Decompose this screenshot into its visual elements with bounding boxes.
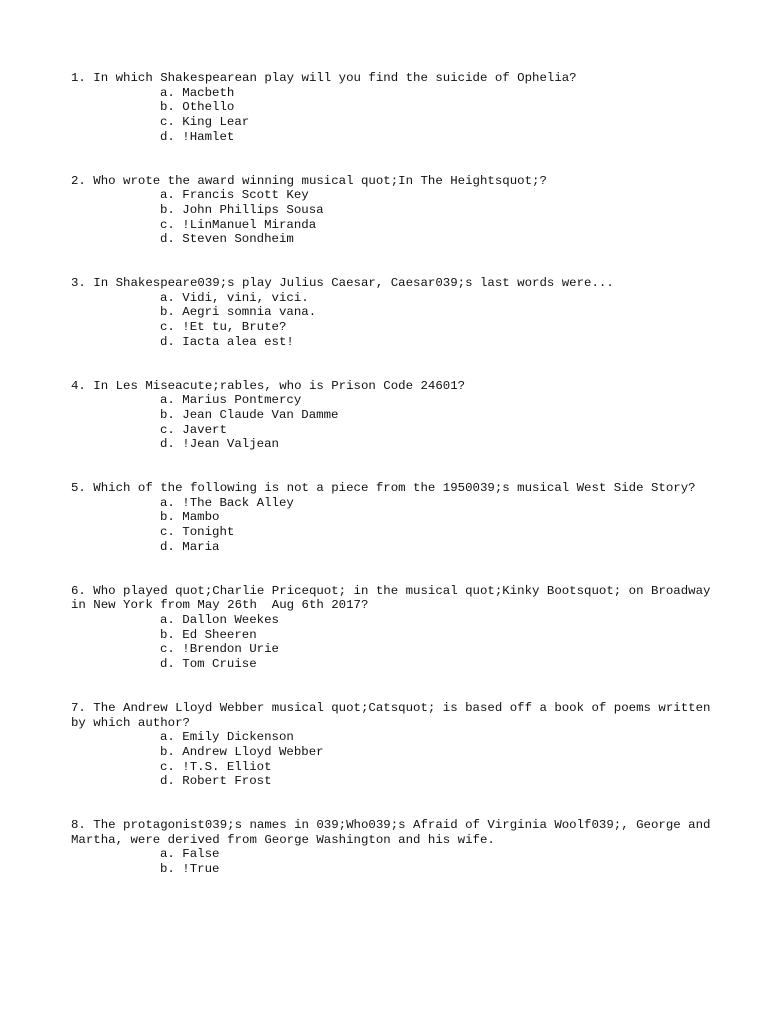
answer-option: d. !Hamlet: [160, 129, 235, 144]
answer-option: c. !T.S. Elliot: [160, 759, 272, 774]
question-text: 8. The protagonist039;s names in 039;Who039;s Afraid of Virginia Woolf039;, George and Martha, were derived from George Washington and his wife.: [71, 818, 718, 847]
answer-option: c. !Brendon Urie: [160, 642, 279, 657]
answer-option: d. Steven Sondheim: [160, 232, 294, 247]
answer-option: b. Aegri somnia vana.: [160, 305, 317, 320]
answer-options: [71, 847, 711, 876]
answer-option: a. Macbeth: [160, 85, 235, 100]
answer-option: c. !LinManuel Miranda: [160, 217, 317, 232]
question-text: 1. In which Shakespearean play will you find the suicide of Ophelia?: [71, 71, 577, 85]
question-4: [71, 379, 711, 453]
question-text: 2. Who wrote the award winning musical quot;In The Heightsquot;?: [71, 173, 547, 188]
answer-options: [71, 86, 711, 145]
question-text: 6. Who played quot;Charlie Pricequot; in the musical quot;Kinky Bootsquot; on Broadway in New York from May 26th Aug 6th 2017?: [71, 583, 718, 613]
answer-option: c. King Lear: [160, 115, 250, 130]
answer-options: [71, 730, 711, 789]
answer-option: a. Marius Pontmercy: [160, 393, 302, 408]
answer-option: b. Ed Sheeren: [160, 627, 257, 642]
answer-option: a. Emily Dickenson: [160, 730, 294, 745]
answer-option: b. Mambo: [160, 510, 220, 525]
question-5: [71, 481, 711, 555]
answer-option: a. Francis Scott Key: [160, 188, 309, 203]
answer-option: d. Iacta alea est!: [160, 334, 294, 349]
question-3: [71, 276, 711, 350]
question-6: [71, 583, 718, 672]
question-text: 4. In Les Miseacute;rables, who is Prison Code 24601?: [71, 378, 466, 393]
answer-option: c. Javert: [160, 422, 227, 437]
answer-option: b. John Phillips Sousa: [160, 202, 324, 217]
question-1: [71, 71, 711, 145]
answer-option: d. Maria: [160, 539, 220, 554]
answer-option: b. !True: [160, 862, 220, 877]
answer-option: b. Andrew Lloyd Webber: [160, 744, 324, 759]
answer-option: d. Tom Cruise: [160, 657, 257, 672]
answer-option: a. False: [160, 847, 220, 862]
answer-option: a. Vidi, vini, vici.: [160, 290, 309, 305]
answer-options: [71, 291, 711, 350]
answer-option: a. Dallon Weekes: [160, 612, 279, 627]
question-2: [71, 174, 711, 248]
answer-option: d. !Jean Valjean: [160, 437, 279, 452]
answer-option: b. Jean Claude Van Damme: [160, 407, 339, 422]
question-8: [71, 818, 718, 877]
quiz-document: [71, 71, 718, 906]
answer-option: a. !The Back Alley: [160, 495, 294, 510]
answer-option: d. Robert Frost: [160, 774, 272, 789]
answer-options: [71, 613, 711, 672]
question-7: [71, 700, 718, 789]
question-text: 7. The Andrew Lloyd Webber musical quot;Catsquot; is based off a book of poems written by which author?: [71, 700, 718, 730]
answer-options: [71, 188, 711, 247]
answer-option: c. Tonight: [160, 525, 235, 540]
answer-option: c. !Et tu, Brute?: [160, 320, 287, 335]
answer-options: [71, 496, 711, 555]
question-text: 5. Which of the following is not a piece from the 1950039;s musical West Side Story?: [71, 481, 696, 496]
answer-options: [71, 393, 711, 452]
answer-option: b. Othello: [160, 100, 235, 115]
question-text: 3. In Shakespeare039;s play Julius Caesar, Caesar039;s last words were...: [71, 276, 614, 291]
